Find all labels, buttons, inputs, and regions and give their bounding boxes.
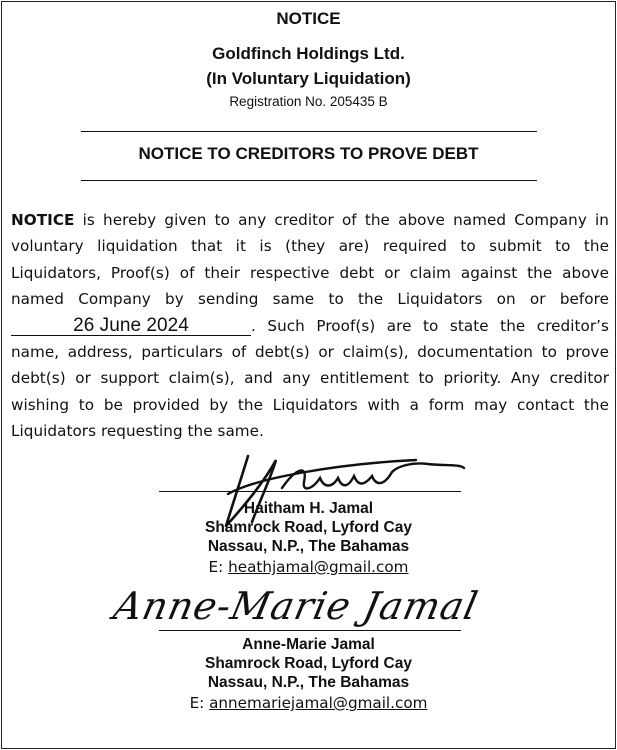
- notice-subject: NOTICE TO CREDITORS TO PROVE DEBT: [138, 144, 479, 163]
- signatory-1-address-line-1: Shamrock Road, Lyford Cay: [204, 519, 412, 536]
- company-status: (In Voluntary Liquidation): [206, 69, 411, 88]
- notice-body: [11, 207, 609, 445]
- signatory-2-name: Anne-Marie Jamal: [242, 636, 375, 653]
- signatory-2-email-link[interactable]: annemariejamal@gmail.com: [209, 694, 428, 712]
- signatory-1-email-line: [2, 557, 615, 578]
- signatory-2-email-line: [2, 693, 615, 714]
- signatory-1-email-prefix: E:: [208, 558, 224, 576]
- notice-heading: NOTICE: [276, 9, 341, 28]
- signatory-block-2: [2, 635, 615, 714]
- signatory-2-address-line-2: Nassau, N.P., The Bahamas: [207, 674, 410, 691]
- signatory-block-1: [2, 499, 615, 578]
- signatory-1-address-line-2: Nassau, N.P., The Bahamas: [207, 538, 410, 555]
- body-text-part-1: is hereby given to any creditor of the above named Company in voluntary liquidation that it is (they are) required to submit to the Liquidators, Proof(s) of their respective debt or claim against the above named Company by sending same to the Liquidators on or before: [11, 211, 609, 309]
- registration-number: Registration No. 205435 B: [229, 94, 388, 109]
- body-lead-word: NOTICE: [11, 211, 75, 229]
- signatory-2-address-line-1: Shamrock Road, Lyford Cay: [204, 655, 412, 672]
- signatory-1-email-link[interactable]: heathjamal@gmail.com: [228, 558, 409, 576]
- notice-document: [1, 1, 616, 749]
- top-divider: [81, 131, 537, 132]
- signatory-2-email-prefix: E:: [189, 694, 205, 712]
- body-text-part-2: . Such Proof(s) are to state the creditor’s name, address, particulars of debt(s) or claim(s), documentation to prove debt(s) or support claim(s), and any entitlement to priority. Any creditor wishing to be provided by the Liquidators with a form may contact the Liquidators requesting the same.: [11, 316, 609, 441]
- signatory-1-name: Haitham H. Jamal: [243, 500, 374, 517]
- bottom-divider: [81, 180, 537, 181]
- signature-anne-marie-jamal: Anne-Marie Jamal: [110, 584, 483, 628]
- deadline-date-field: 26 June 2024: [11, 317, 251, 336]
- signature-line-2: [159, 630, 461, 631]
- company-name: Goldfinch Holdings Ltd.: [212, 44, 405, 63]
